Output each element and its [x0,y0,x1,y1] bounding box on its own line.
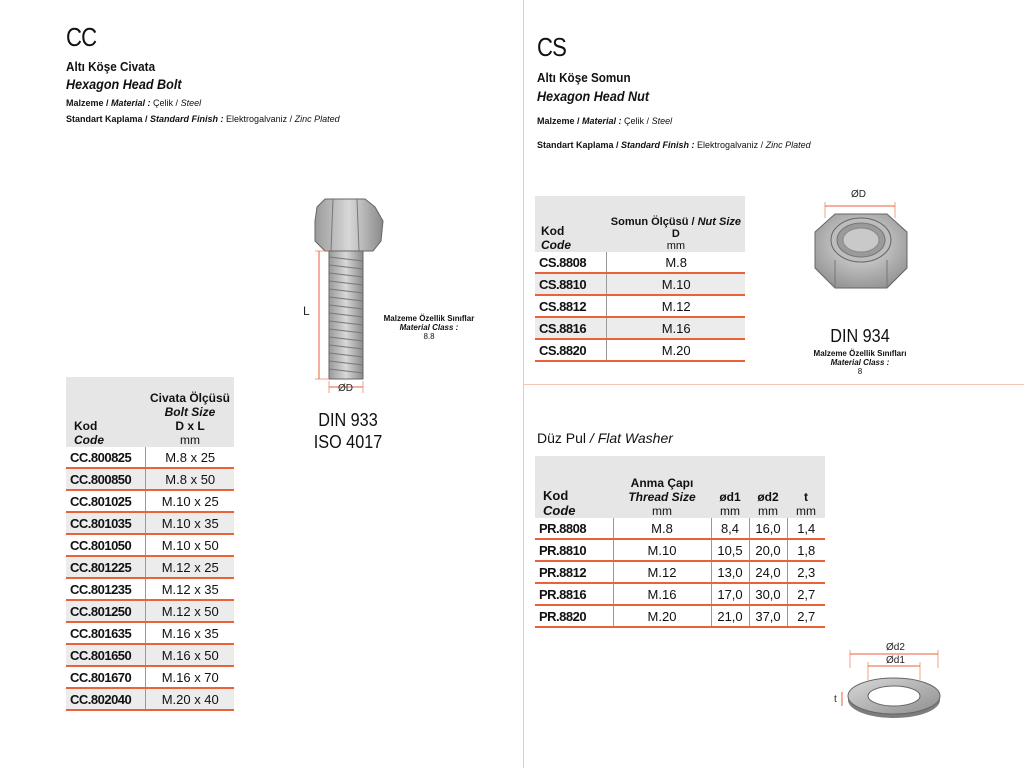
cell-d1: 13,0 [711,561,749,583]
cell-size: M.16 x 50 [146,644,234,666]
nut-drawing [805,198,915,298]
bolt-material: Malzeme / Material : Çelik / Steel [66,98,202,108]
cell-size: M.12 x 35 [146,578,234,600]
cell-size: M.16 [613,583,711,605]
page-divider-horizontal [523,384,1024,385]
cell-size: M.8 x 25 [146,447,234,468]
cell-code: CC.801025 [66,490,146,512]
cell-code: CC.801650 [66,644,146,666]
cell-code: CC.802040 [66,688,146,710]
table-row [66,534,234,556]
cell-d2: 24,0 [749,561,787,583]
bolt-table [66,377,234,711]
header-size-tr: Somun Ölçüsü / [610,216,698,228]
table-row [66,688,234,710]
nut-standard-din: DIN 934 [830,326,890,346]
cell-d1: 10,5 [711,539,749,561]
cell-d1: 21,0 [711,605,749,627]
header-t: t [804,490,808,504]
cell-code: CS.8808 [535,252,607,273]
table-row [535,561,825,583]
cell-size: M.16 x 70 [146,666,234,688]
washer-drawing [838,648,948,720]
cell-size: M.12 x 50 [146,600,234,622]
bolt-table-header [66,377,234,447]
cell-size: M.12 x 25 [146,556,234,578]
cell-size: M.20 [607,339,745,361]
cell-code: PR.8820 [535,605,613,627]
cell-size: M.10 [613,539,711,561]
nut-dim-D: ØD [851,189,866,200]
nut-material: Malzeme / Material : Çelik / Steel [537,116,673,126]
cell-size: M.20 x 40 [146,688,234,710]
header-size-unit: mm [652,504,672,518]
cell-code: PR.8808 [535,518,613,539]
cell-t: 1,4 [787,518,825,539]
cell-size: M.10 x 25 [146,490,234,512]
header-size-dim: D x L [175,419,205,433]
cell-size: M.10 x 35 [146,512,234,534]
cell-d2: 16,0 [749,518,787,539]
cell-size: M.20 [613,605,711,627]
nut-table [535,196,745,362]
cell-size: M.8 [613,518,711,539]
bolt-title-en: Hexagon Head Bolt [66,76,182,92]
cell-t: 1,8 [787,539,825,561]
cell-size: M.12 [607,295,745,317]
nut-section-code: CS [537,32,567,62]
table-row [535,605,825,627]
header-code-tr: Kod [541,224,565,238]
nut-finish: Standart Kaplama / Standard Finish : Elektrogalvaniz / Zinc Plated [537,140,811,150]
nut-material-class: Malzeme Özellik Sınıfları Material Class : 8 [813,349,907,376]
bolt-material-class: Malzeme Özellik Sınıflar Material Class : 8.8 [383,314,475,341]
cell-code: CC.801225 [66,556,146,578]
cell-code: CC.801035 [66,512,146,534]
header-d1: ød1 [719,490,741,504]
bolt-standard-din: DIN 933 [318,410,378,430]
bolt-finish: Standart Kaplama / Standard Finish : Elektrogalvaniz / Zinc Plated [66,114,340,124]
header-size-dim: D [671,228,680,240]
table-row [66,556,234,578]
table-row [66,600,234,622]
cell-code: CS.8820 [535,339,607,361]
cell-code: CS.8812 [535,295,607,317]
table-row [66,666,234,688]
cell-size: M.12 [613,561,711,583]
header-code-en: Code [541,238,571,252]
nut-table-header [535,196,745,252]
cell-size: M.16 x 35 [146,622,234,644]
table-row [535,339,745,361]
header-t-unit: mm [796,504,816,518]
header-size-en: Thread Size [628,490,696,504]
bolt-drawing [295,195,395,400]
cell-code: CS.8816 [535,317,607,339]
washer-title-tr: Düz Pul [537,430,587,446]
table-row [535,317,745,339]
header-size-unit: mm [179,433,200,447]
washer-dim-d2: Ød2 [886,642,905,653]
header-d2: ød2 [757,490,779,504]
cell-size: M.16 [607,317,745,339]
table-row [66,490,234,512]
header-size-en: Bolt Size [164,405,216,419]
bolt-standard-iso: ISO 4017 [313,432,383,452]
table-row [535,273,745,295]
cell-d1: 17,0 [711,583,749,605]
table-row [66,622,234,644]
table-row [66,447,234,468]
cell-code: PR.8810 [535,539,613,561]
cell-d2: 20,0 [749,539,787,561]
cell-code: CS.8810 [535,273,607,295]
washer-dim-t: t [834,694,837,705]
cell-t: 2,7 [787,583,825,605]
cell-size: M.10 [607,273,745,295]
cell-code: CC.801050 [66,534,146,556]
nut-title-en: Hexagon Head Nut [537,88,650,104]
cell-code: CC.801670 [66,666,146,688]
cell-size: M.8 x 50 [146,468,234,490]
cell-d1: 8,4 [711,518,749,539]
cell-t: 2,7 [787,605,825,627]
cell-code: CC.801635 [66,622,146,644]
header-size-tr: Anma Çapı [630,476,694,490]
bolt-dim-L: L [303,304,310,318]
cell-code: CC.800850 [66,468,146,490]
cell-d2: 30,0 [749,583,787,605]
bolt-section-code: CC [66,22,97,52]
header-code-en: Code [543,503,576,518]
table-row [535,583,825,605]
table-row [66,468,234,490]
table-row [66,644,234,666]
washer-dim-d1: Ød1 [886,655,905,666]
washer-table-header [535,456,825,518]
table-row [535,518,825,539]
header-code-tr: Kod [543,488,569,503]
washer-table [535,456,825,628]
cell-t: 2,3 [787,561,825,583]
cell-code: CC.800825 [66,447,146,468]
washer-title [537,430,673,446]
cell-code: CC.801250 [66,600,146,622]
header-code-en: Code [74,433,104,447]
cell-code: PR.8816 [535,583,613,605]
washer-title-en: / Flat Washer [586,430,673,446]
header-d1-unit: mm [720,504,740,518]
table-row [535,295,745,317]
cell-code: CC.801235 [66,578,146,600]
table-row [66,578,234,600]
bolt-title-tr: Altı Köşe Civata [66,59,156,74]
header-code-tr: Kod [74,419,98,433]
cell-d2: 37,0 [749,605,787,627]
table-row [535,252,745,273]
header-size-en: Nut Size [697,216,741,228]
nut-title-tr: Altı Köşe Somun [537,70,631,85]
table-row [535,539,825,561]
cell-size: M.10 x 50 [146,534,234,556]
header-d2-unit: mm [758,504,778,518]
table-row [66,512,234,534]
header-size-tr: Civata Ölçüsü [149,391,230,405]
cell-size: M.8 [607,252,745,273]
cell-code: PR.8812 [535,561,613,583]
bolt-dim-D: ØD [338,383,353,394]
header-size-unit: mm [666,240,686,252]
